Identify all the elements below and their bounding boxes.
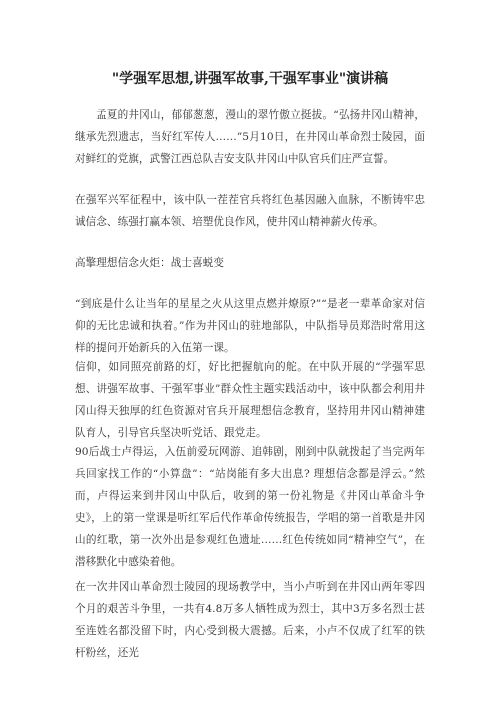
section-heading: 高擎理想信念火炬：战士喜蜕变 — [75, 257, 225, 269]
paragraph-question: “到底是什么让当年的星星之火从这里点燃并燎原?”“是老一辈革命家对信仰的无比忠诚和执着。”作为井冈山的驻地部队，中队指导员郑浩时常用这样的提问开始新兵的入伍第一课。 — [75, 298, 425, 354]
paragraph-lu-deyun: 90后战士卢得运，入伍前爱玩网游、追韩剧，刚到中队就拨起了当完两年兵回家找工作的“小算盘”：“站岗能有多大出息? 理想信念都是浮云。”然而，卢得运来到井冈山中队后，收到的第一份礼物是《井冈山革命斗争史》，上的第一堂课是听红军后代作革命传统报告，学唱的第一首歌是井冈山的红歌，第一次外出是参观红色遗址……红色传统如同“精神空气”，在潜移默化中感染着他。 — [75, 446, 425, 568]
document-title: "学强军思想,讲强军故事,干强军事业"演讲稿 — [111, 71, 389, 87]
paragraph-cemetery-visit: 在一次井冈山革命烈士陵园的现场教学中，当小卢听到在井冈山两年零四个月的艰苦斗争里，一共有4.8万多人牺牲成为烈士，其中3万多名烈士甚至连姓名都没留下时，内心受到极大震撼。后来，小卢不仅成了红军的铁杆粉丝，还光 — [75, 581, 425, 659]
paragraph-summary: 在强军兴军征程中，该中队一茬茬官兵将红色基因融入血脉，不断铸牢忠诚信念、练强打赢本领、培塑优良作风，使井冈山精神薪火传承。 — [75, 194, 425, 228]
paragraph-opening: 孟夏的井冈山，郁郁葱葱，漫山的翠竹傲立挺拔。“弘扬井冈山精神，继承先烈遗志，当好红军传人……”5月10日，在井冈山革命烈士陵园，面对鲜红的党旗，武警江西总队吉安支队井冈山中队官兵们庄严宣誓。 — [75, 109, 425, 165]
paragraph-faith: 信仰，如同照亮前路的灯，好比把握航向的舵。在中队开展的“学强军思想、讲强军故事、干强军事业”群众性主题实践活动中，该中队都会利用井冈山得天独厚的红色资源对官兵开展理想信念教育，坚持用井冈山精神建队育人，引导官兵坚决听党话、跟党走。 — [75, 361, 425, 439]
